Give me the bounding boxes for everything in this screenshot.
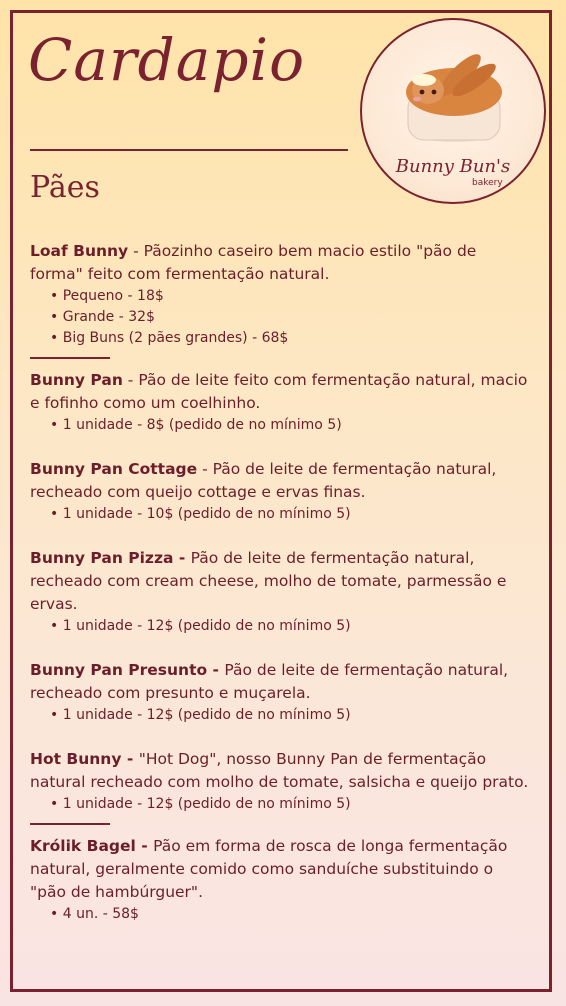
item-option: • 1 unidade - 12$ (pedido de no mínimo 5) bbox=[50, 705, 530, 726]
item-description: Pão de leite de fermentação natural, recheado com presunto e muçarela. bbox=[30, 661, 509, 702]
menu-item bbox=[30, 547, 530, 637]
menu-item bbox=[30, 240, 530, 349]
item-options bbox=[30, 904, 530, 925]
item-divider bbox=[30, 823, 110, 825]
item-name: Loaf Bunny bbox=[30, 242, 129, 260]
logo-name: Bunny Bun's bbox=[395, 156, 511, 177]
item-option: • Big Buns (2 pães grandes) - 68$ bbox=[50, 328, 530, 349]
item-option: • 4 un. - 58$ bbox=[50, 904, 530, 925]
item-separator: - bbox=[128, 242, 144, 260]
item-option: • 1 unidade - 12$ (pedido de no mínimo 5) bbox=[50, 616, 530, 637]
page-title: Cardapio bbox=[28, 26, 305, 94]
item-name: Bunny Pan Presunto - bbox=[30, 661, 225, 679]
item-option: • 1 unidade - 10$ (pedido de no mínimo 5) bbox=[50, 504, 530, 525]
item-option: • Grande - 32$ bbox=[50, 307, 530, 328]
menu-item bbox=[30, 458, 530, 525]
item-options bbox=[30, 504, 530, 525]
title-divider bbox=[30, 149, 348, 151]
item-name: Bunny Pan bbox=[30, 371, 123, 389]
item-description: "Hot Dog", nosso Bunny Pan de fermentação natural recheado com molho de tomate, salsicha e queijo prato. bbox=[30, 750, 529, 791]
item-divider bbox=[30, 357, 110, 359]
item-name: Bunny Pan Pizza - bbox=[30, 549, 191, 567]
item-name: Królik Bagel - bbox=[30, 837, 154, 855]
section-heading: Pães bbox=[30, 170, 100, 205]
menu-item bbox=[30, 835, 530, 925]
menu-item bbox=[30, 659, 530, 726]
item-options bbox=[30, 415, 530, 436]
bakery-logo bbox=[360, 18, 546, 204]
item-name: Bunny Pan Cottage bbox=[30, 460, 198, 478]
item-option: • Pequeno - 18$ bbox=[50, 286, 530, 307]
menu-item bbox=[30, 748, 530, 815]
item-description: Pão de leite feito com fermentação natural, macio e fofinho como um coelhinho. bbox=[30, 371, 528, 412]
item-name: Hot Bunny - bbox=[30, 750, 139, 768]
item-option: • 1 unidade - 12$ (pedido de no mínimo 5) bbox=[50, 794, 530, 815]
item-options bbox=[30, 616, 530, 637]
item-description: Pão de leite de fermentação natural, recheado com queijo cottage e ervas finas. bbox=[30, 460, 497, 501]
item-options bbox=[30, 705, 530, 726]
item-description: Pão em forma de rosca de longa fermentação natural, geralmente comido como sanduíche substituindo o "pão de hambúrguer". bbox=[30, 837, 508, 901]
logo-subtitle: bakery bbox=[472, 178, 503, 188]
item-option: • 1 unidade - 8$ (pedido de no mínimo 5) bbox=[50, 415, 530, 436]
item-options bbox=[30, 794, 530, 815]
item-options bbox=[30, 286, 530, 349]
menu-item bbox=[30, 369, 530, 436]
menu-list bbox=[30, 240, 530, 925]
item-separator: - bbox=[122, 371, 139, 389]
item-separator: - bbox=[197, 460, 213, 478]
item-description: Pãozinho caseiro bem macio estilo "pão de forma" feito com fermentação natural. bbox=[30, 242, 477, 283]
item-description: Pão de leite de fermentação natural, recheado com cream cheese, molho de tomate, parmessão e ervas. bbox=[30, 549, 507, 613]
bunny-bread-icon bbox=[362, 20, 548, 206]
